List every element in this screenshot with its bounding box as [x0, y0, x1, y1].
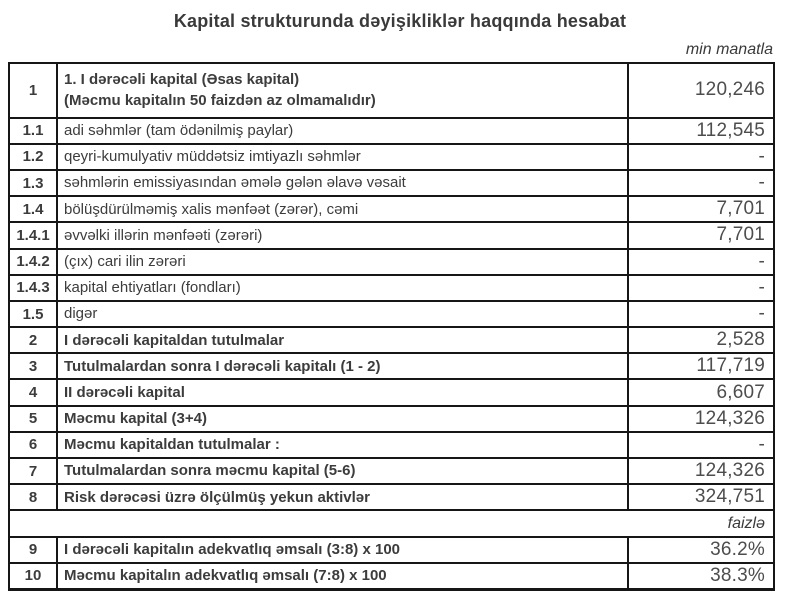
- page-title: Kapital strukturunda dəyişikliklər haqqında hesabat: [173, 11, 627, 31]
- table-row: [10, 562, 773, 588]
- row-value: -: [758, 172, 765, 194]
- row-value: 117,719: [696, 355, 765, 377]
- row-number: 1.4.2: [10, 250, 58, 274]
- table-row: [10, 378, 773, 404]
- row-number: 10: [10, 564, 58, 588]
- table-row: [10, 483, 773, 509]
- table-row: [10, 536, 773, 562]
- row-label-line1: qeyri-kumulyativ müddətsiz imtiyazlı səhmlər: [64, 148, 361, 166]
- row-indicator: [58, 354, 629, 378]
- row-value: 7,701: [716, 198, 765, 220]
- row-value: 36.2%: [710, 538, 765, 560]
- table-row: [10, 431, 773, 457]
- row-indicator: [58, 380, 629, 404]
- row-number: 3: [10, 354, 58, 378]
- row-indicator: [58, 197, 629, 221]
- row-label-line1: Məcmu kapital (3+4): [64, 410, 207, 428]
- row-label-line1: səhmlərin emissiyasından əmələ gələn əlavə vəsait: [64, 174, 406, 192]
- row-value: -: [758, 433, 765, 455]
- row-value: 2,528: [716, 329, 765, 351]
- row-indicator: [58, 171, 629, 195]
- row-label-line1: Məcmu kapitaldan tutulmalar :: [64, 436, 280, 454]
- row-number: 4: [10, 380, 58, 404]
- table-row: [10, 117, 773, 143]
- row-value: 324,751: [694, 486, 765, 508]
- percent-note-row: [10, 509, 773, 535]
- row-number: 8: [10, 485, 58, 509]
- table-row: [10, 352, 773, 378]
- row-number: 9: [10, 538, 58, 562]
- row-number: 6: [10, 433, 58, 457]
- row-indicator: [58, 407, 629, 431]
- row-value: 6,607: [716, 381, 765, 403]
- row-label-line1: adi səhmlər (tam ödənilmiş paylar): [64, 122, 294, 140]
- row-number: 1.2: [10, 145, 58, 169]
- row-indicator: [58, 564, 629, 588]
- row-number: 5: [10, 407, 58, 431]
- row-indicator: [58, 328, 629, 352]
- table-row: [10, 248, 773, 274]
- row-value: 124,326: [694, 407, 765, 429]
- row-label-line1: Tutulmalardan sonra I dərəcəli kapitalı (1 - 2): [64, 357, 381, 375]
- row-value: 38.3%: [710, 564, 765, 586]
- capital-table: [8, 62, 775, 591]
- table-row: [10, 300, 773, 326]
- row-indicator: [58, 538, 629, 562]
- row-indicator: [58, 119, 629, 143]
- row-indicator: [58, 223, 629, 247]
- unit-note: min manatla: [685, 41, 773, 58]
- table-row: [10, 326, 773, 352]
- table-row: [10, 221, 773, 247]
- row-label-line1: (çıx) cari ilin zərəri: [64, 252, 186, 270]
- row-label-line1: Risk dərəcəsi üzrə ölçülmüş yekun aktivlər: [64, 488, 370, 506]
- row-indicator: [58, 485, 629, 509]
- table-row: [10, 169, 773, 195]
- row-value: -: [758, 145, 765, 167]
- row-indicator: [58, 302, 629, 326]
- row-label-line1: I dərəcəli kapitalın adekvatlıq əmsalı (3:8) x 100: [64, 541, 400, 559]
- row-number: 1.1: [10, 119, 58, 143]
- row-number: 1.4.3: [10, 276, 58, 300]
- row-value: 124,326: [694, 460, 765, 482]
- row-number: 1.5: [10, 302, 58, 326]
- row-value: -: [758, 303, 765, 324]
- row-label-line1: 1. I dərəcəli kapital (Əsas kapital): [64, 71, 300, 88]
- row-number: 1.4.1: [10, 223, 58, 247]
- row-indicator: [58, 276, 629, 300]
- row-label-line1: I dərəcəli kapitaldan tutulmalar: [64, 331, 285, 349]
- row-label-line2: (Məcmu kapitalın 50 faizdən az olmamalıdır): [64, 92, 376, 110]
- row-number: 1.4: [10, 197, 58, 221]
- table-row: [10, 143, 773, 169]
- row-label-line1: Məcmu kapitalın adekvatlıq əmsalı (7:8) x 100: [64, 567, 387, 585]
- row-value: 7,701: [716, 224, 765, 246]
- table-row: [10, 195, 773, 221]
- row-number: 1.3: [10, 171, 58, 195]
- row-value: -: [758, 276, 765, 298]
- row-value: 112,545: [696, 119, 765, 141]
- note-label: faizlə: [727, 514, 765, 532]
- row-number: 2: [10, 328, 58, 352]
- table-row: [10, 405, 773, 431]
- row-indicator: [58, 433, 629, 457]
- row-label-line1: digər: [64, 305, 98, 323]
- table-row: [10, 64, 773, 117]
- row-number: 1: [10, 64, 58, 117]
- table-row: [10, 274, 773, 300]
- row-indicator: [58, 145, 629, 169]
- table-row: [10, 457, 773, 483]
- row-label-line1: kapital ehtiyatları (fondları): [64, 279, 241, 297]
- row-number: 7: [10, 459, 58, 483]
- row-indicator: [58, 64, 629, 117]
- row-label-line1: Tutulmalardan sonra məcmu kapital (5-6): [64, 462, 356, 480]
- row-value: -: [758, 250, 765, 272]
- row-value: 120,246: [694, 79, 765, 101]
- row-indicator: [58, 250, 629, 274]
- row-label-line1: bölüşdürülməmiş xalis mənfəət (zərər), cəmi: [64, 200, 359, 218]
- row-label-line1: əvvəlki illərin mənfəəti (zərəri): [64, 226, 263, 244]
- report-page: [0, 11, 800, 599]
- row-label-line1: II dərəcəli kapital: [64, 383, 185, 401]
- row-indicator: [58, 459, 629, 483]
